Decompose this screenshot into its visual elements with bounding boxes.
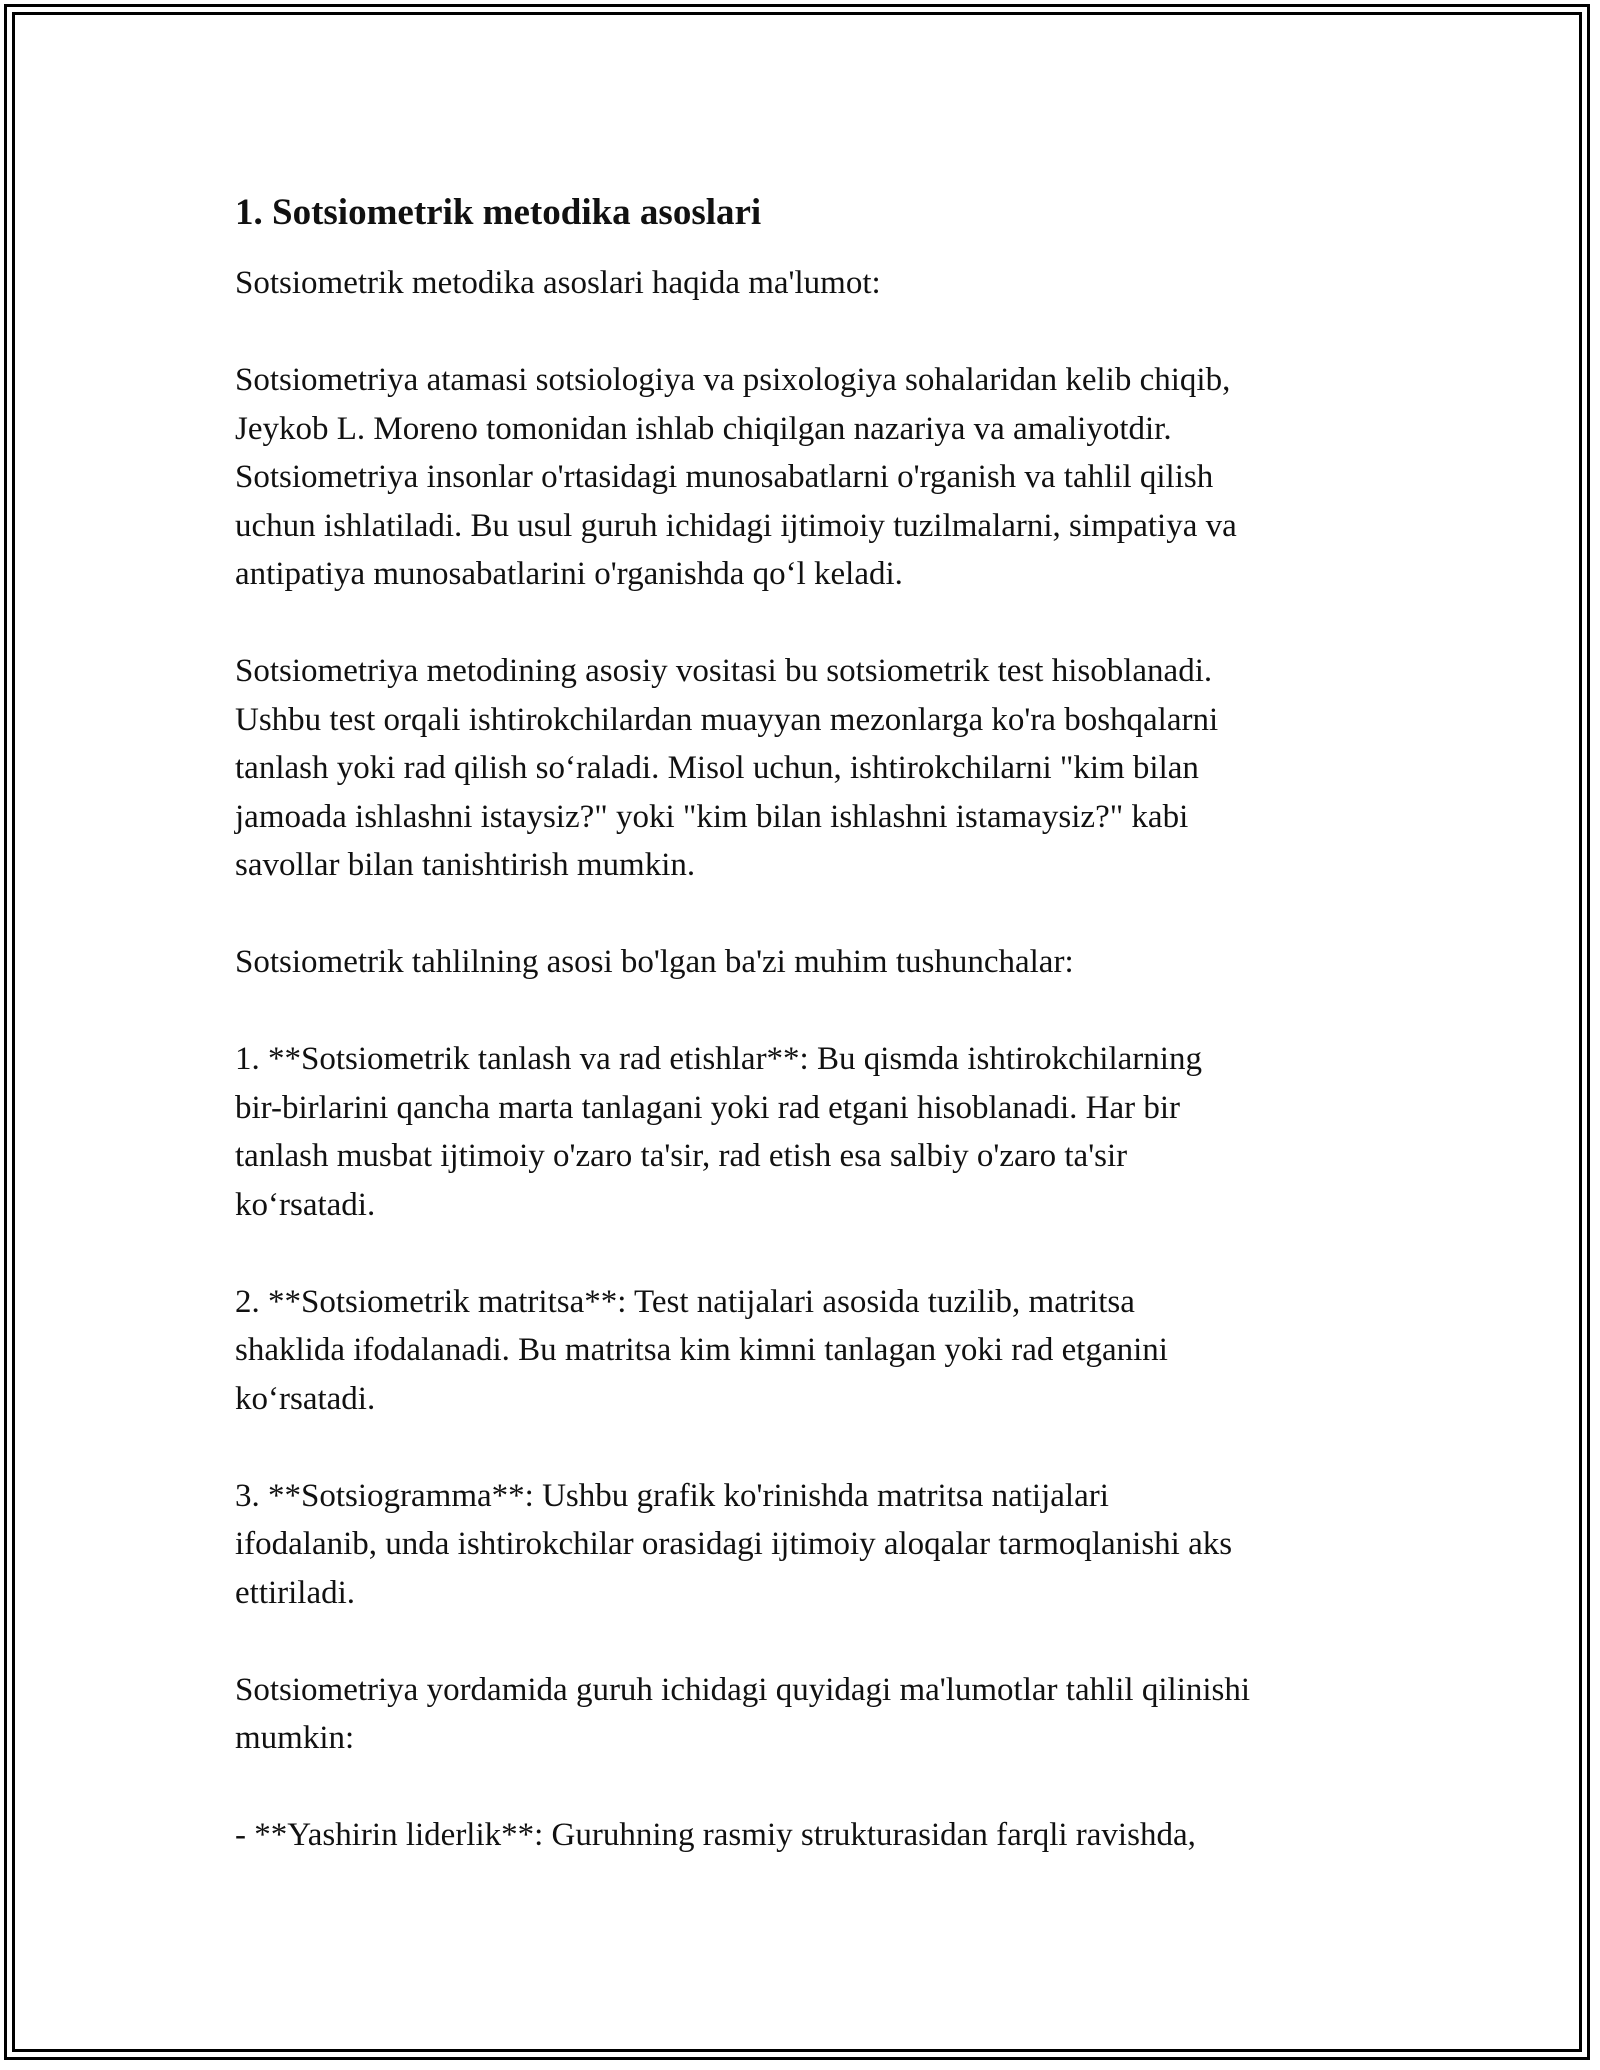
intro-paragraph: Sotsiometrik metodika asoslari haqida ma'lumot: (235, 265, 881, 301)
section-heading: 1. Sotsiometrik metodika asoslari (235, 192, 762, 233)
definition-paragraph: Sotsiometriya atamasi sotsiologiya va psixologiya sohalaridan kelib chiqib, Jeykob L. Moreno tomonidan ishlab chiqilgan nazariya va amaliyotdir. Sotsiometriya insonlar o'rtasidagi munosabatlarni o'rganish va tahlil qilish uchun ishlatiladi. Bu usul guruh ichidagi ijtimoiy tuzilmalarni, simpatiya va antipatiya munosabatlarini o'rganishda qo‘l keladi. (235, 362, 1237, 592)
bullet-item-hidden-leadership: - **Yashirin liderlik**: Guruhning rasmiy strukturasidan farqli ravishda, (235, 1817, 1196, 1853)
list-item-sociogram: 3. **Sotsiogramma**: Ushbu grafik ko'rinishda matritsa natijalari ifodalanib, unda ishtirokchilar orasidagi ijtimoiy aloqalar tarmoqlanishi aks ettiriladi. (235, 1477, 1233, 1611)
method-paragraph: Sotsiometriya metodining asosiy vositasi bu sotsiometrik test hisoblanadi. Ushbu test orqali ishtirokchilardan muayyan mezonlarga ko'ra boshqalarni tanlash yoki rad qilish so‘raladi. Misol uchun, ishtirokchilarni "kim bilan jamoada ishlashni istaysiz?" yoki "kim bilan ishlashni istamaysiz?" kabi savollar bilan tanishtirish mumkin. (235, 653, 1219, 883)
document-body (235, 185, 1385, 1860)
analysis-intro-paragraph: Sotsiometriya yordamida guruh ichidagi quyidagi ma'lumotlar tahlil qilinishi mumkin: (235, 1671, 1251, 1756)
list-item-matrix: 2. **Sotsiometrik matritsa**: Test natijalari asosida tuzilib, matritsa shaklida ifodalanadi. Bu matritsa kim kimni tanlagan yoki rad etganini ko‘rsatadi. (235, 1283, 1168, 1417)
list-item-choices: 1. **Sotsiometrik tanlash va rad etishlar**: Bu qismda ishtirokchilarning bir-birlarini qancha marta tanlagani yoki rad etgani hisoblanadi. Har bir tanlash musbat ijtimoiy o'zaro ta'sir, rad etish esa salbiy o'zaro ta'sir ko‘rsatadi. (235, 1041, 1202, 1223)
concepts-intro-paragraph: Sotsiometrik tahlilning asosi bo'lgan ba'zi muhim tushunchalar: (235, 944, 1074, 980)
